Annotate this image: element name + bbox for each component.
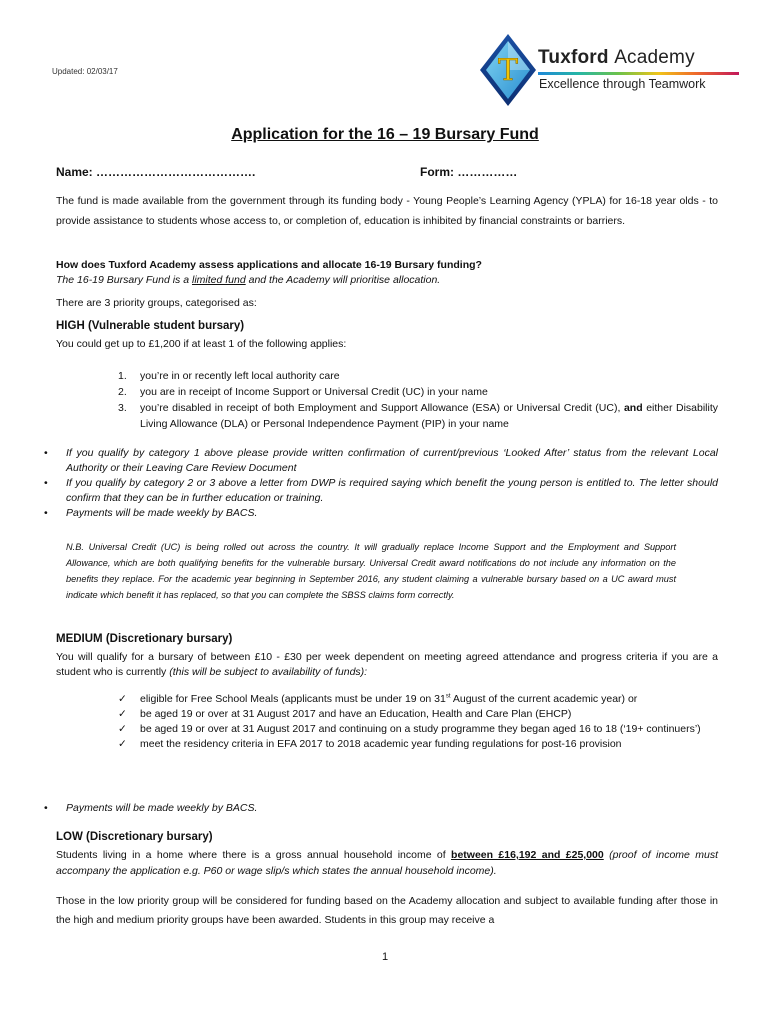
academy-name-bold: Tuxford	[538, 47, 609, 68]
low-heading: LOW (Discretionary bursary)	[56, 831, 213, 843]
medium-criteria-list	[118, 692, 718, 752]
bullet-icon: •	[44, 507, 48, 519]
medium-notes-list	[44, 801, 718, 816]
assess-note-pre: The 16-19 Bursary Fund is a	[56, 274, 192, 286]
list-item: 3. you’re disabled in receipt of both Employment and Support Allowance (ESA) or Universal Credit (UC), and either Disability Living Allowance (DLA) or Personal Independence Payment (PIP) in your name	[118, 402, 719, 430]
checkmark-icon: ✓	[118, 738, 127, 750]
logo-color-rule	[538, 72, 739, 75]
crest-letter: T	[497, 53, 519, 88]
list-item: • If you qualify by category 1 above please provide written confirmation of current/previous ‘Looked After’ status from the relevant Local Authority or their Leaving Care Review Document	[44, 447, 718, 474]
updated-date: Updated: 02/03/17	[52, 67, 118, 76]
form-field: Form: ……………	[420, 165, 518, 179]
list-item: ✓ meet the residency criteria in EFA 2017 to 2018 academic year funding regulations for post-16 provision	[118, 738, 622, 750]
list-item: 2. you are in receipt of Income Support or Universal Credit (UC) in your name	[118, 386, 488, 398]
high-criteria-list	[118, 368, 718, 432]
academy-logo	[479, 33, 744, 109]
bullet-icon: •	[44, 477, 48, 489]
assess-question: How does Tuxford Academy assess applications and allocate 16-19 Bursary funding?	[56, 259, 482, 271]
list-item: • Payments will be made weekly by BACS.	[44, 802, 258, 814]
list-item: • Payments will be made weekly by BACS.	[44, 507, 258, 519]
academy-crest-icon	[479, 33, 537, 107]
checkmark-icon: ✓	[118, 693, 127, 705]
bullet-icon: •	[44, 447, 48, 459]
universal-credit-note: N.B. Universal Credit (UC) is being rolled out across the country. It will gradually replace Income Support and the Employment and Support Allowance, which are both qualifying benefits for the vulnerable bursary. Universal Credit award notifications do not include any information on the benefits they replace. For the academic year beginning in September 2016, any student claiming a vulnerable bursary based on a UC award must indicate which benefit it has replaced, so that you can complete the SBSS claims form correctly.	[66, 542, 676, 600]
page-title: Application for the 16 – 19 Bursary Fund	[231, 126, 539, 143]
high-intro: You could get up to £1,200 if at least 1 of the following applies:	[56, 338, 347, 350]
limited-fund-text: limited fund	[191, 274, 246, 286]
priority-groups-text: There are 3 priority groups, categorised as:	[56, 297, 257, 309]
medium-heading: MEDIUM (Discretionary bursary)	[56, 633, 233, 645]
academy-tagline: Excellence through Teamwork	[539, 77, 706, 91]
list-item: 1. you’re in or recently left local authority care	[118, 370, 340, 382]
income-range-text: between £16,192 and £25,000	[451, 849, 604, 861]
high-notes-list	[44, 446, 718, 521]
academy-name-light: Academy	[614, 47, 695, 68]
list-item: • If you qualify by category 2 or 3 above a letter from DWP is required saying which benefit the young person is entitled to. The letter should confirm that they can be in further education or training.	[44, 477, 718, 504]
checkmark-icon: ✓	[118, 708, 127, 720]
medium-intro: You will qualify for a bursary of between £10 - £30 per week dependent on meeting agreed attendance and progress criteria if you are a student who is currently (this will be subject to availability of funds):	[56, 651, 718, 678]
assess-note-post: and the Academy will prioritise allocation.	[245, 274, 441, 286]
list-item: ✓ be aged 19 or over at 31 August 2017 and continuing on a study programme they began aged 16 to 18 (‘19+ continuers’)	[118, 723, 701, 735]
medium-intro-italic: (this will be subject to availability of funds):	[169, 666, 368, 678]
checkmark-icon: ✓	[118, 723, 127, 735]
list-item: ✓ eligible for Free School Meals (applicants must be under 19 on 31st August of the current academic year) or	[118, 693, 638, 705]
list-item: ✓ be aged 19 or over at 31 August 2017 and have an Education, Health and Care Plan (EHCP)	[118, 708, 572, 720]
academy-name	[538, 47, 695, 69]
high-heading: HIGH (Vulnerable student bursary)	[56, 320, 245, 332]
assess-note	[56, 273, 718, 287]
intro-paragraph: The fund is made available from the government through its funding body - Young People’s Learning Agency (YPLA) for 16-18 year olds - to provide assistance to students whose access to, or completion of, education is inhibited by financial constraints or barriers.	[56, 195, 718, 227]
bullet-icon: •	[44, 802, 48, 814]
name-field: Name: ………………………………….	[56, 165, 256, 179]
low-paragraph-1: Students living in a home where there is a gross annual household income of between £16,192 and £25,000 (proof of income must accompany the application e.g. P60 or wage slip/s which states the annual household income).	[56, 849, 718, 877]
page-number: 1	[381, 951, 389, 963]
low-paragraph-2: Those in the low priority group will be considered for funding based on the Academy allocation and subject to available funding after those in the high and medium priority groups have been awarded. Students in this group may receive a	[56, 895, 718, 926]
